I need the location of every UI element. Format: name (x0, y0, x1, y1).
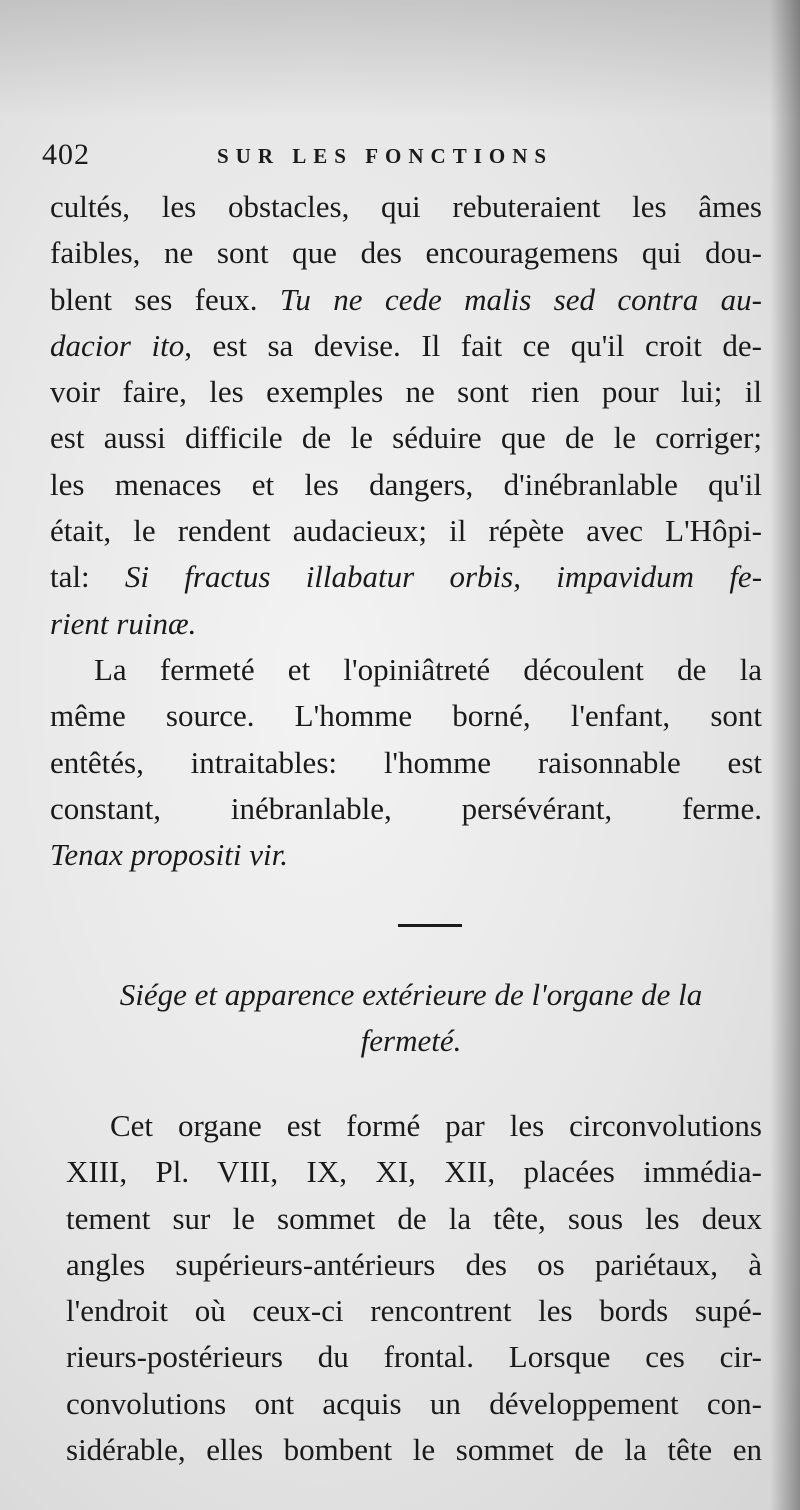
section-heading-line: fermeté. (360, 1023, 462, 1058)
text-line: La fermeté et l'opiniâtreté découlent de la (94, 651, 762, 687)
text-line: XIII, Pl. VIII, IX, XI, XII, placées immédia- (66, 1154, 762, 1190)
text-line: Cet organe est formé par les circonvolutions (110, 1108, 762, 1143)
text-line: tement sur le sommet de la tête, sous les deux (66, 1200, 762, 1236)
text-line: l'endroit où ceux-ci rencontrent les bords supé- (66, 1293, 762, 1329)
text-line: angles supérieurs-antérieurs des os pariétaux, à (66, 1246, 762, 1282)
text-line: était, le rendent audacieux; il répète avec L'Hôpi- (50, 513, 762, 549)
latin-quote: dacior ito (50, 327, 185, 363)
text-line (50, 277, 762, 323)
text-line (50, 554, 762, 600)
text-run: , est sa devise. Il fait ce qu'il croit de- (184, 327, 762, 363)
page-edge-shadow (770, 0, 800, 1510)
text-line: convolutions ont acquis un développement con- (66, 1385, 762, 1421)
text-line: voir faire, les exemples ne sont rien pour lui; il (50, 374, 762, 410)
latin-quote: Tu ne cede malis sed contra au- (279, 281, 763, 317)
page-shading (0, 0, 800, 120)
page-number: 402 (42, 138, 90, 171)
text-line: cultés, les obstacles, qui rebuteraient les âmes (50, 189, 762, 224)
text-line: rient ruinæ. (50, 605, 197, 641)
text-line: Tenax propositi vir. (50, 837, 288, 873)
running-head: SUR LES FONCTIONS (217, 144, 554, 168)
text-line (50, 323, 762, 369)
section-divider (398, 924, 462, 927)
text-line: constant, inébranlable, persévérant, ferme. (50, 790, 762, 826)
text-line: entêtés, intraitables: l'homme raisonnable est (50, 744, 762, 780)
paragraph-1 (50, 184, 762, 878)
text-line: sidérable, elles bombent le sommet de la tête en (66, 1432, 762, 1468)
paragraph-3 (66, 1102, 762, 1472)
latin-quote: Si fractus illabatur orbis, impavidum fe- (124, 559, 763, 595)
text-run: tal: (50, 559, 90, 595)
section-heading (60, 972, 762, 1064)
text-line: même source. L'homme borné, l'enfant, sont (50, 698, 762, 734)
text-run: blent ses feux. (50, 281, 258, 317)
text-line: est aussi difficile de le séduire que de le corriger; (50, 420, 762, 456)
section-heading-line: Siége et apparence extérieure de l'organe de la (119, 977, 703, 1012)
text-line: rieurs-postérieurs du frontal. Lorsque ces cir- (66, 1339, 762, 1375)
page-header (42, 138, 762, 174)
text-line: les menaces et les dangers, d'inébranlable qu'il (50, 466, 762, 502)
text-line: faibles, ne sont que des encouragemens qui dou- (50, 235, 762, 271)
